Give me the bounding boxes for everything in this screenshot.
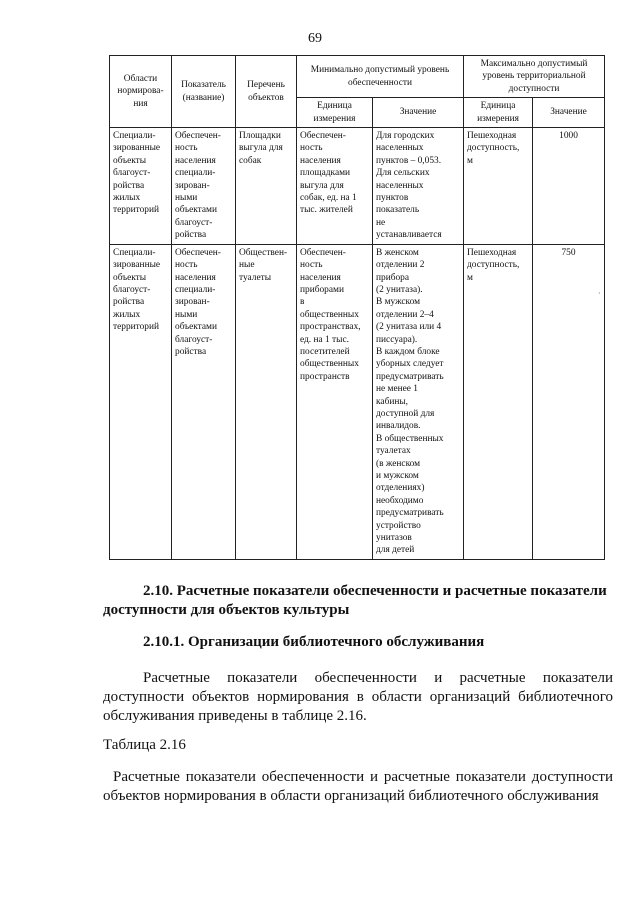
cell-objects: Обществен- ные туалеты — [236, 244, 297, 559]
table-row — [110, 128, 605, 245]
header-max-level: Максимально допустимый уровень территориальной доступности — [464, 56, 605, 98]
cell-access-unit: Пешеходная доступность, м — [464, 244, 533, 559]
cell-indicator: Обеспечен- ность населения специали- зирован- ными объектами благоуст- ройства — [172, 128, 236, 245]
cell-access-value: 750 — [533, 244, 605, 559]
cell-value: Для городских населенных пунктов – 0,053. Для сельских населенных пунктов показатель не устанавливается — [373, 128, 464, 245]
table-row — [110, 244, 605, 559]
norms-table — [109, 55, 605, 560]
table-header-row — [110, 56, 605, 98]
section-heading-2-10-1: 2.10.1. Организации библиотечного обслуживания — [143, 634, 485, 650]
header-value-access: Значение — [533, 98, 605, 128]
table-label: Таблица 2.16 — [103, 737, 186, 753]
header-min-level: Минимально допустимый уровень обеспеченности — [297, 56, 464, 98]
cell-area: Специали- зированные объекты благоуст- ройства жилых территорий — [110, 128, 172, 245]
header-area: Области нормирова-ния — [110, 56, 172, 128]
header-unit-access: Единица измерения — [464, 98, 533, 128]
body-paragraph: Расчетные показатели обеспеченности и расчетные показатели доступности объектов нормирования в области организаций библиотечного обслуживания приведены в таблице 2.16. — [103, 670, 613, 724]
cell-access-unit: Пешеходная доступность, м — [464, 128, 533, 245]
section-heading-2-10: 2.10. Расчетные показатели обеспеченности и расчетные показатели доступности для объектов культуры — [103, 583, 607, 618]
header-unit: Единица измерения — [297, 98, 373, 128]
header-objects: Перечень объектов — [236, 56, 297, 128]
cell-access-value: 1000 — [533, 128, 605, 245]
cell-indicator: Обеспечен- ность населения специали- зирован- ными объектами благоуст- ройства — [172, 244, 236, 559]
cell-area: Специали- зированные объекты благоуст- ройства жилых территорий — [110, 244, 172, 559]
table-caption: Расчетные показатели обеспеченности и расчетные показатели доступности объектов нормирования в области организаций библиотечного обслуживания — [103, 769, 613, 804]
cell-unit: Обеспечен- ность населения площадками выгула для собак, ед. на 1 тыс. жителей — [297, 128, 373, 245]
scan-mark: · — [598, 289, 601, 298]
cell-unit: Обеспечен- ность населения приборами в общественных пространствах, ед. на 1 тыс. посетителей общественных пространств — [297, 244, 373, 559]
cell-objects: Площадки выгула для собак — [236, 128, 297, 245]
page-number: 69 — [308, 31, 322, 46]
cell-value: В женском отделении 2 прибора (2 унитаза). В мужском отделении 2–4 (2 унитаза или 4 писсуара). В каждом блоке уборных следует предусматривать не менее 1 кабины, доступной для инвалидов. В общественных туалетах (в женском и мужском отделениях) необходимо предусматривать устройство унитазов для детей — [373, 244, 464, 559]
header-value: Значение — [373, 98, 464, 128]
header-indicator: Показатель (название) — [172, 56, 236, 128]
